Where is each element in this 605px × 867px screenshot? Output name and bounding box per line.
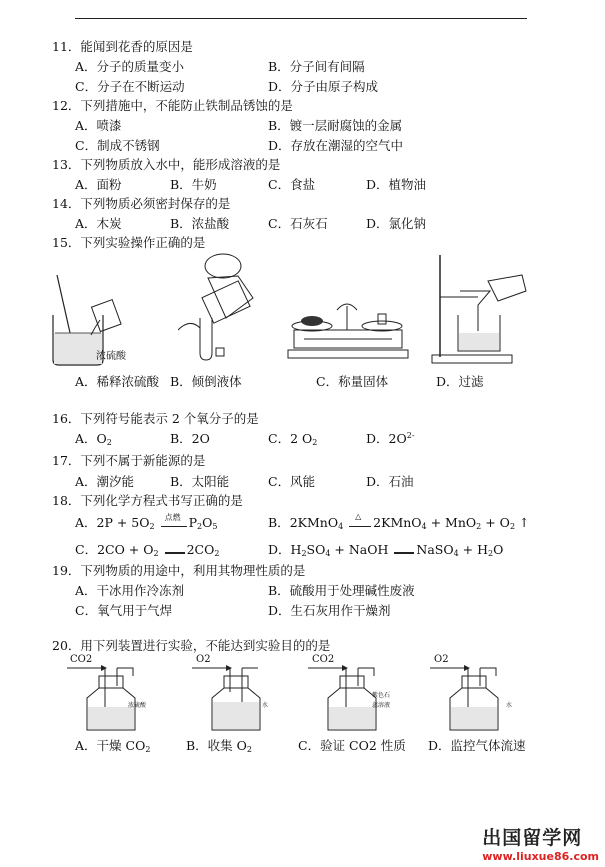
question-15-stem: 15．下列实验操作正确的是	[52, 235, 206, 250]
q14-option-b: B．浓盐酸	[170, 216, 230, 231]
q11-option-a: A．分子的质量变小	[75, 59, 185, 74]
q12-option-c: C．制成不锈钢	[75, 138, 160, 153]
q19-option-a: A．干冰用作冷冻剂	[75, 583, 185, 598]
question-18-stem: 18．下列化学方程式书写正确的是	[52, 493, 243, 508]
q13-option-a: A．面粉	[75, 177, 122, 192]
watermark	[482, 823, 599, 863]
question-12-stem: 12．下列措施中，不能防止铁制品锈蚀的是	[52, 98, 293, 113]
question-16-stem: 16．下列符号能表示 2 个氧分子的是	[52, 411, 259, 426]
q20-option-b: B．收集 $O_2$	[186, 738, 253, 754]
pour-liquid-figure	[178, 248, 288, 368]
q19-option-d: D．生石灰用作干燥剂	[268, 603, 391, 618]
q20-option-a: A．干燥 $CO_2$	[75, 738, 151, 754]
q20b-label: 水	[262, 702, 269, 709]
q20a-label: 浓硫酸	[128, 702, 147, 709]
q18-option-d: D．$H_2SO_4$ + NaOH NaSO$_4$ + $H_2O$	[268, 542, 504, 558]
filtration-figure	[430, 255, 535, 367]
q12-option-a: A．喷漆	[75, 118, 122, 133]
q15-option-a: A．稀释浓硫酸	[75, 374, 160, 389]
q12-option-d: D．存放在潮湿的空气中	[268, 138, 404, 153]
q20-option-c: C．验证 CO2 性质	[298, 738, 406, 753]
q18-option-c: C．$2CO + O_2$ $2CO_2$	[75, 542, 220, 558]
watermark-cn: 出国留学网	[482, 827, 583, 849]
q19-option-c: C．氧气用于气焊	[75, 603, 173, 618]
question-20-stem: 20．用下列装置进行实验，不能达到实验目的的是	[52, 638, 331, 653]
q20b-gas: O2	[196, 654, 211, 665]
q20c-label-2: 蕊溶液	[372, 702, 391, 709]
q20d-label: 水	[506, 702, 513, 709]
q15-option-c: C．称量固体	[316, 374, 389, 389]
q11-option-b: B．分子间有间隔	[268, 59, 365, 74]
wash-bottle-a	[65, 662, 155, 734]
question-17-stem: 17．下列不属于新能源的是	[52, 453, 206, 468]
q20c-label-1: 紫色石	[372, 692, 391, 699]
q16-option-a: A．$O_2$	[75, 431, 112, 447]
q15-option-b: B．倾倒液体	[170, 374, 242, 389]
q11-option-d: D．分子由原子构成	[268, 79, 379, 94]
q19-option-b: B．硫酸用于处理碱性废液	[268, 583, 415, 598]
q17-option-d: D．石油	[366, 474, 414, 489]
header-rule	[75, 18, 527, 19]
q14-option-c: C．石灰石	[268, 216, 328, 231]
wash-bottle-b	[190, 662, 280, 734]
conc-acid-label: 浓硫酸	[96, 351, 126, 362]
question-13-stem: 13．下列物质放入水中，能形成溶液的是	[52, 157, 281, 172]
q14-option-d: D．氯化钠	[366, 216, 427, 231]
wash-bottle-d	[428, 662, 518, 734]
q17-option-b: B．太阳能	[170, 474, 230, 489]
q16-option-b: B．2O	[170, 431, 210, 446]
q20c-gas: CO2	[312, 654, 335, 665]
watermark-url: www.liuxue86.com	[482, 850, 599, 863]
q13-option-b: B．牛奶	[170, 177, 217, 192]
q13-option-d: D．植物油	[366, 177, 427, 192]
q16-option-d: D．$2O^{2-}$	[366, 430, 415, 446]
q20a-gas: CO2	[70, 654, 93, 665]
question-19-stem: 19．下列物质的用途中，利用其物理性质的是	[52, 563, 306, 578]
q18-option-b: B．2KMnO$_4$ △ 2KMnO$_4$ + $MnO_2 + O_2$ ↑	[268, 512, 530, 531]
q16-option-c: C．2 $O_2$	[268, 431, 318, 447]
q14-option-a: A．木炭	[75, 216, 122, 231]
q20d-gas: O2	[434, 654, 449, 665]
q11-option-c: C．分子在不断运动	[75, 79, 185, 94]
q13-option-c: C．食盐	[268, 177, 316, 192]
q18-option-a: A．$2P + 5O_2$ 点燃 $P_2O_5$	[75, 513, 218, 531]
balance-figure	[282, 300, 410, 365]
q17-option-a: A．潮汐能	[75, 474, 135, 489]
q20-option-d: D．监控气体流速	[428, 738, 526, 753]
question-14-stem: 14．下列物质必须密封保存的是	[52, 196, 231, 211]
q15-option-d: D．过滤	[436, 374, 484, 389]
question-11-stem: 11．能闻到花香的原因是	[52, 39, 193, 54]
q12-option-b: B．镀一层耐腐蚀的金属	[268, 118, 403, 133]
q17-option-c: C．风能	[268, 474, 316, 489]
